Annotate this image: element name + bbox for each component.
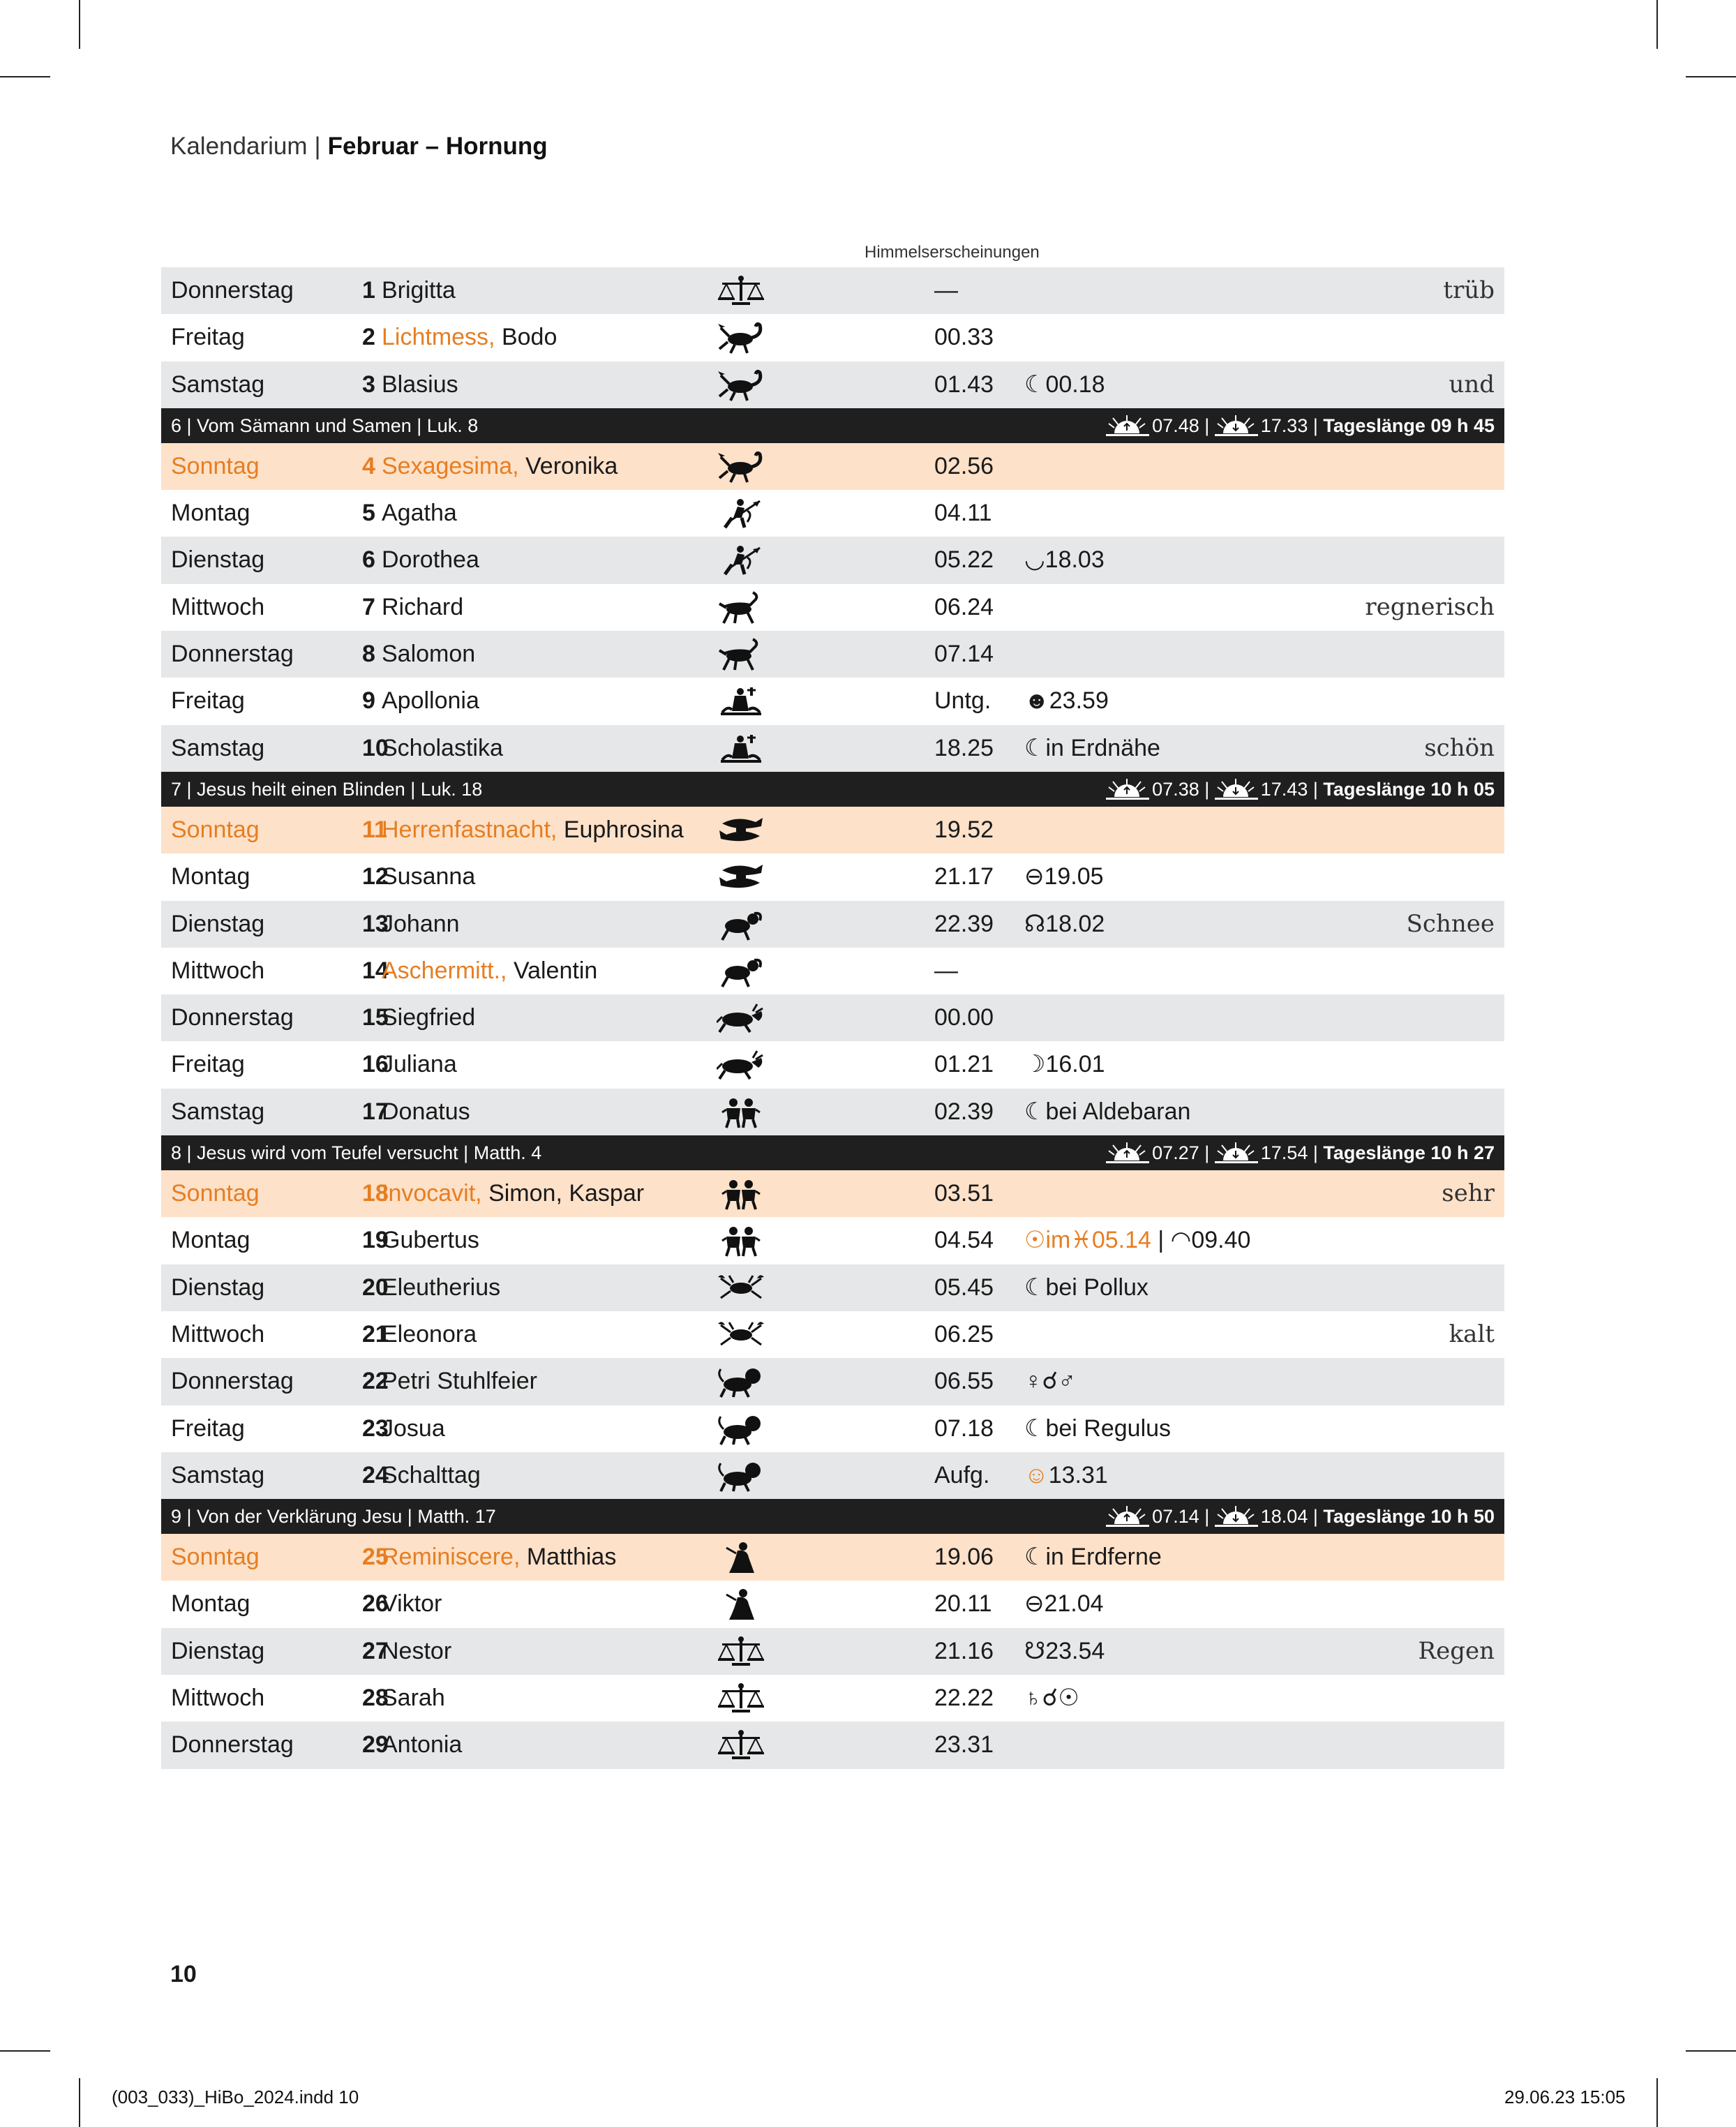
moon-time: 04.54 [934, 1227, 994, 1254]
moon-time: 21.16 [934, 1637, 994, 1664]
moon-time: 04.11 [934, 500, 992, 527]
sunset-time: 18.04 [1260, 1506, 1308, 1528]
weekday: Mittwoch [171, 593, 265, 620]
leo-icon [711, 1358, 774, 1405]
saint-name: Scholastika [382, 734, 503, 761]
moon-time: Untg. [934, 687, 992, 715]
calendar-row: Freitag 9 Apollonia Untg. ☻23.59 [161, 678, 1504, 724]
weekday: Donnerstag [171, 1368, 294, 1395]
weekday: Donnerstag [171, 277, 294, 304]
moon-time: 00.33 [934, 324, 994, 351]
sky-event-highlight: ☺ [1024, 1461, 1049, 1488]
week-header [161, 1499, 1504, 1534]
saint-name: Antonia [382, 1731, 463, 1759]
sagittarius-icon [711, 537, 774, 583]
header-month: Februar – Hornung [327, 133, 548, 160]
weekday: Sonntag [171, 816, 260, 843]
weekday: Samstag [171, 734, 265, 761]
week-header [161, 772, 1504, 807]
sky-event: ☋23.54 [1024, 1637, 1105, 1664]
sky-event: ☽16.01 [1024, 1051, 1105, 1078]
saint-cell [382, 1452, 481, 1499]
weather-note: Schnee [1406, 909, 1495, 938]
feast-name: Reminiscere, [382, 1544, 521, 1571]
calendar-row: Montag 5 Agatha 04.11 [161, 490, 1504, 537]
saint-cell [382, 1675, 445, 1722]
moon-time: 21.17 [934, 863, 994, 890]
calendar-row: Donnerstag 22 Petri Stuhlfeier 06.55 ♀☌♂ [161, 1358, 1504, 1405]
calendar-row: Freitag 16 Juliana 01.21 ☽16.01 [161, 1041, 1504, 1088]
sky-event: ☾in Erdferne [1024, 1544, 1162, 1571]
saint-cell [382, 678, 479, 724]
saint-name: Bodo [501, 324, 558, 351]
moon-time: 23.31 [934, 1731, 994, 1759]
virgo-icon [711, 1534, 774, 1581]
calendar-row: Freitag 2 Lichtmess, Bodo 00.33 [161, 314, 1504, 361]
moon-time: 02.56 [934, 452, 994, 479]
saint-cell [382, 1534, 616, 1581]
sky-cell [1024, 1264, 1148, 1311]
sky-cell [1024, 1581, 1104, 1627]
weekday: Donnerstag [171, 1004, 294, 1031]
saint-name: Johann [382, 910, 460, 937]
sunrise-icon [1106, 1506, 1152, 1527]
saint-cell [382, 443, 618, 490]
sky-event: 13.31 [1048, 1461, 1108, 1488]
moon-time: 07.18 [934, 1415, 994, 1442]
weekday: Mittwoch [171, 1320, 265, 1348]
sky-event: ⊖21.04 [1024, 1590, 1104, 1618]
weekday: Freitag [171, 687, 245, 715]
weekday: Montag [171, 500, 250, 527]
calendar-row: Mittwoch 21 Eleonora 06.25 kalt [161, 1311, 1504, 1358]
saint-name: Josua [382, 1415, 445, 1442]
weather-note: regnerisch [1365, 592, 1495, 621]
saint-name: Eleonora [382, 1320, 477, 1348]
moon-time: 05.22 [934, 546, 994, 574]
saint-cell [382, 948, 597, 994]
day-length: Tageslänge 10 h 50 [1323, 1506, 1495, 1528]
saint-name: Viktor [382, 1590, 442, 1618]
sky-event: ♄☌☉ [1024, 1685, 1079, 1712]
virgo-icon [711, 1581, 774, 1627]
moon-time: 22.39 [934, 910, 994, 937]
libra-icon [711, 267, 774, 314]
moon-time: Aufg. [934, 1461, 990, 1488]
calendar-row: Mittwoch 14 Aschermitt., Valentin — [161, 948, 1504, 994]
weekday: Samstag [171, 371, 265, 398]
calendar-row: Samstag 17 Donatus 02.39 ☾bei Aldebaran [161, 1089, 1504, 1135]
weekday: Montag [171, 1227, 250, 1254]
saint-name: Gubertus [382, 1227, 479, 1254]
saint-cell [382, 901, 460, 948]
weekday: Samstag [171, 1461, 265, 1488]
saint-name: Simon, Kaspar [488, 1180, 645, 1207]
week-sun-times: 07.38 | 17.43 | Tageslänge 10 h 05 [1106, 772, 1495, 807]
calendar-row: Donnerstag 15 Siegfried 00.00 [161, 994, 1504, 1041]
weekday: Dienstag [171, 1274, 265, 1301]
calendar-row: Dienstag 6 Dorothea 05.22 ◡18.03 [161, 537, 1504, 583]
moon-time: 22.22 [934, 1685, 994, 1712]
calendar-table [161, 267, 1504, 1769]
saint-name: Apollonia [382, 687, 479, 715]
saint-cell [382, 1581, 442, 1627]
sunrise-icon [1106, 415, 1152, 436]
moon-time: 01.21 [934, 1051, 994, 1078]
week-sun-times: 07.27 | 17.54 | Tageslänge 10 h 27 [1106, 1135, 1495, 1170]
sky-cell [1024, 1675, 1079, 1722]
saint-cell [382, 314, 557, 361]
saint-name: Blasius [382, 371, 458, 398]
sky-event: ☾bei Aldebaran [1024, 1098, 1191, 1125]
calendar-row: Samstag 24 Schalttag Aufg. ☺13.31 [161, 1452, 1504, 1499]
sky-event: ♀☌♂ [1024, 1368, 1076, 1395]
header-section: Kalendarium [170, 133, 308, 160]
saint-name: Sarah [382, 1685, 445, 1712]
saint-cell [382, 1311, 477, 1358]
calendar-row: Donnerstag 29 Antonia 23.31 [161, 1722, 1504, 1768]
sky-event: ☾00.18 [1024, 371, 1105, 398]
sunset-time: 17.33 [1260, 415, 1308, 436]
weekday: Donnerstag [171, 641, 294, 668]
footer-date: 29.06.23 15:05 [1504, 2087, 1626, 2107]
taurus-icon [711, 994, 774, 1041]
saint-name: Schalttag [382, 1461, 481, 1488]
aries-icon [711, 901, 774, 948]
calendar-row: Montag 12 Susanna 21.17 ⊖19.05 [161, 853, 1504, 900]
feast-name: Sexagesima, [382, 452, 519, 479]
moon-time: 06.24 [934, 593, 994, 620]
weekday: Mittwoch [171, 957, 265, 984]
sunset-icon [1215, 1142, 1261, 1163]
week-sun-times: 07.14 | 18.04 | Tageslänge 10 h 50 [1106, 1499, 1495, 1534]
sky-event: | ◠09.40 [1151, 1227, 1251, 1254]
calendar-row: Donnerstag 1 Brigitta — trüb [161, 267, 1504, 314]
calendar-row: Dienstag 27 Nestor 21.16 ☋23.54 Regen [161, 1628, 1504, 1675]
moon-time: 07.14 [934, 641, 994, 668]
saint-name: Juliana [382, 1051, 457, 1078]
weekday: Montag [171, 863, 250, 890]
saint-cell [382, 1170, 644, 1217]
sagittarius-icon [711, 490, 774, 537]
weekday: Sonntag [171, 452, 260, 479]
sky-event-highlight: ☉im♓05.14 [1024, 1227, 1151, 1254]
saint-cell [382, 1628, 451, 1675]
scorpio-icon [711, 361, 774, 408]
crop-mark [0, 76, 50, 77]
saint-cell [382, 1217, 479, 1264]
calendar-row: Montag 19 Gubertus 04.54 ☉im♓05.14 | ◠09.40 [161, 1217, 1504, 1264]
saint-name: Valentin [513, 957, 598, 984]
gemini-icon [711, 1089, 774, 1135]
sky-cell [1024, 1405, 1171, 1452]
crop-mark [1656, 2078, 1658, 2127]
week-title: 6 | Vom Sämann und Samen | Luk. 8 [171, 415, 479, 436]
moon-time: 06.55 [934, 1368, 994, 1395]
saint-cell [382, 267, 456, 314]
gemini-icon [711, 1170, 774, 1217]
sky-event: ☾bei Pollux [1024, 1274, 1148, 1301]
crop-mark [1686, 2050, 1736, 2052]
calendar-row: Donnerstag 8 Salomon 07.14 [161, 631, 1504, 678]
calendar-row: Samstag 10 Scholastika 18.25 ☾in Erdnähe schön [161, 725, 1504, 772]
calendar-row: Dienstag 20 Eleutherius 05.45 ☾bei Pollux [161, 1264, 1504, 1311]
sky-cell [1024, 725, 1160, 772]
moon-time: 19.52 [934, 816, 994, 843]
saint-cell [382, 1089, 470, 1135]
calendar-row: Dienstag 13 Johann 22.39 ☊18.02 Schnee [161, 901, 1504, 948]
crop-mark [0, 2050, 50, 2052]
page-header: Kalendarium | Februar – Hornung [170, 133, 548, 160]
pisces-icon [711, 807, 774, 853]
aquarius-icon [711, 678, 774, 724]
scorpio-icon [711, 314, 774, 361]
saint-cell [382, 584, 463, 631]
leo-icon [711, 1452, 774, 1499]
calendar-row: Samstag 3 Blasius 01.43 ☾00.18 und [161, 361, 1504, 408]
week-header [161, 408, 1504, 443]
moon-time: 00.00 [934, 1004, 994, 1031]
moon-time: 20.11 [934, 1590, 992, 1618]
sunrise-time: 07.27 [1152, 1142, 1199, 1164]
calendar-row: Montag 26 Viktor 20.11 ⊖21.04 [161, 1581, 1504, 1627]
saint-cell [382, 725, 503, 772]
week-header [161, 1135, 1504, 1170]
saint-cell [382, 631, 475, 678]
weather-note: sehr [1442, 1179, 1495, 1208]
saint-name: Siegfried [382, 1004, 476, 1031]
weekday: Dienstag [171, 910, 265, 937]
weekday: Sonntag [171, 1544, 260, 1571]
calendar-row: Sonntag 4 Sexagesima, Veronika 02.56 [161, 443, 1504, 490]
weekday: Dienstag [171, 1637, 265, 1664]
weather-note: kalt [1449, 1320, 1495, 1348]
saint-cell [382, 807, 684, 853]
saint-name: Eleutherius [382, 1274, 501, 1301]
moon-time: 05.45 [934, 1274, 994, 1301]
saint-name: Veronika [525, 452, 618, 479]
moon-time: 06.25 [934, 1320, 994, 1348]
feast-name: Lichtmess, [382, 324, 495, 351]
scorpio-icon [711, 443, 774, 490]
saint-cell [382, 490, 457, 537]
calendar-row: Mittwoch 28 Sarah 22.22 ♄☌☉ [161, 1675, 1504, 1722]
crop-mark [79, 2078, 80, 2127]
sky-event: ☾bei Regulus [1024, 1415, 1172, 1442]
saint-cell [382, 853, 475, 900]
footer-file: (003_033)_HiBo_2024.indd 10 [112, 2087, 359, 2107]
saint-name: Petri Stuhlfeier [382, 1368, 537, 1395]
leo-icon [711, 1405, 774, 1452]
libra-icon [711, 1722, 774, 1768]
feast-name: Aschermitt., [382, 957, 507, 984]
crop-mark [1686, 76, 1736, 77]
sky-cell [1024, 1534, 1162, 1581]
saint-name: Agatha [382, 500, 457, 527]
weekday: Mittwoch [171, 1685, 265, 1712]
saint-cell [382, 537, 479, 583]
day-length: Tageslänge 10 h 05 [1323, 778, 1495, 800]
sky-cell [1024, 1628, 1105, 1675]
capricorn-icon [711, 631, 774, 678]
sky-cell [1024, 1217, 1250, 1264]
gemini-icon [711, 1217, 774, 1264]
sunrise-time: 07.48 [1152, 415, 1199, 436]
sky-cell [1024, 901, 1105, 948]
weekday: Montag [171, 1590, 250, 1618]
sky-cell [1024, 678, 1109, 724]
moon-time: 01.43 [934, 371, 994, 398]
moon-time: 18.25 [934, 734, 994, 761]
sky-event: ☊18.02 [1024, 910, 1105, 937]
cancer-icon [711, 1311, 774, 1358]
libra-icon [711, 1675, 774, 1722]
sky-event: ☾in Erdnähe [1024, 734, 1160, 761]
saint-cell [382, 994, 475, 1041]
aries-icon [711, 948, 774, 994]
calendar-row: Mittwoch 7 Richard 06.24 regnerisch [161, 584, 1504, 631]
weekday: Freitag [171, 1051, 245, 1078]
saint-name: Nestor [382, 1637, 452, 1664]
weekday: Samstag [171, 1098, 265, 1125]
taurus-icon [711, 1041, 774, 1088]
saint-cell [382, 1264, 500, 1311]
sky-cell [1024, 853, 1104, 900]
weather-note: Regen [1418, 1636, 1495, 1665]
saint-name: Matthias [526, 1544, 617, 1571]
sunrise-time: 07.14 [1152, 1506, 1199, 1528]
week-title: 9 | Von der Verklärung Jesu | Matth. 17 [171, 1506, 496, 1528]
sunrise-icon [1106, 1142, 1152, 1163]
sky-cell [1024, 1358, 1076, 1405]
moon-time: — [934, 957, 958, 984]
sunset-icon [1215, 1506, 1261, 1527]
saint-name: Euphrosina [563, 816, 684, 843]
calendar-row: Freitag 23 Josua 07.18 ☾bei Regulus [161, 1405, 1504, 1452]
sky-cell [1024, 1089, 1190, 1135]
sky-cell [1024, 1452, 1108, 1499]
weather-note: schön [1424, 733, 1495, 762]
capricorn-icon [711, 584, 774, 631]
saint-name: Brigitta [382, 277, 456, 304]
sunrise-icon [1106, 779, 1152, 800]
saint-cell [382, 1041, 457, 1088]
saint-cell [382, 1405, 445, 1452]
calendar-row: Sonntag 25 Reminiscere, Matthias 19.06 ☾in Erdferne [161, 1534, 1504, 1581]
saint-cell [382, 1722, 462, 1768]
sky-event: ⊖19.05 [1024, 863, 1104, 890]
weekday: Sonntag [171, 1180, 260, 1207]
column-header-sky: Himmelserscheinungen [865, 243, 1040, 262]
week-sun-times: 07.48 | 17.33 | Tageslänge 09 h 45 [1106, 408, 1495, 443]
sky-cell [1024, 537, 1105, 583]
crop-mark [79, 0, 80, 49]
sky-cell [1024, 361, 1105, 408]
sunset-time: 17.43 [1260, 778, 1308, 800]
feast-name: Invocavit, [382, 1180, 482, 1207]
weekday: Freitag [171, 1415, 245, 1442]
sunset-icon [1215, 415, 1261, 436]
day-length: Tageslänge 10 h 27 [1323, 1142, 1495, 1164]
week-title: 8 | Jesus wird vom Teufel versucht | Matth. 4 [171, 1142, 542, 1164]
saint-name: Salomon [382, 641, 476, 668]
calendar-row: Sonntag 11 Herrenfastnacht, Euphrosina 19.52 [161, 807, 1504, 853]
sunset-icon [1215, 779, 1261, 800]
crop-mark [1656, 0, 1658, 49]
saint-cell [382, 361, 458, 408]
cancer-icon [711, 1264, 774, 1311]
weather-note: trüb [1443, 276, 1495, 304]
feast-name: Herrenfastnacht, [382, 816, 558, 843]
week-title: 7 | Jesus heilt einen Blinden | Luk. 18 [171, 778, 483, 800]
sunrise-time: 07.38 [1152, 778, 1199, 800]
sky-cell [1024, 1041, 1105, 1088]
weekday: Freitag [171, 324, 245, 351]
moon-time: — [934, 277, 958, 304]
calendar-row: Sonntag 18 Invocavit, Simon, Kaspar 03.51 sehr [161, 1170, 1504, 1217]
pisces-icon [711, 853, 774, 900]
saint-name: Richard [382, 593, 464, 620]
weather-note: und [1449, 370, 1495, 398]
aquarius-icon [711, 725, 774, 772]
saint-name: Donatus [382, 1098, 470, 1125]
saint-name: Susanna [382, 863, 476, 890]
moon-time: 19.06 [934, 1544, 994, 1571]
page-number: 10 [170, 1961, 197, 1987]
moon-time: 03.51 [934, 1180, 994, 1207]
sunset-time: 17.54 [1260, 1142, 1308, 1164]
sky-event: ☻23.59 [1024, 687, 1109, 715]
saint-name: Dorothea [382, 546, 479, 574]
moon-time: 02.39 [934, 1098, 994, 1125]
sky-event: ◡18.03 [1024, 546, 1105, 574]
weekday: Dienstag [171, 546, 265, 574]
day-length: Tageslänge 09 h 45 [1323, 415, 1495, 436]
libra-icon [711, 1628, 774, 1675]
weekday: Donnerstag [171, 1731, 294, 1759]
saint-cell [382, 1358, 537, 1405]
